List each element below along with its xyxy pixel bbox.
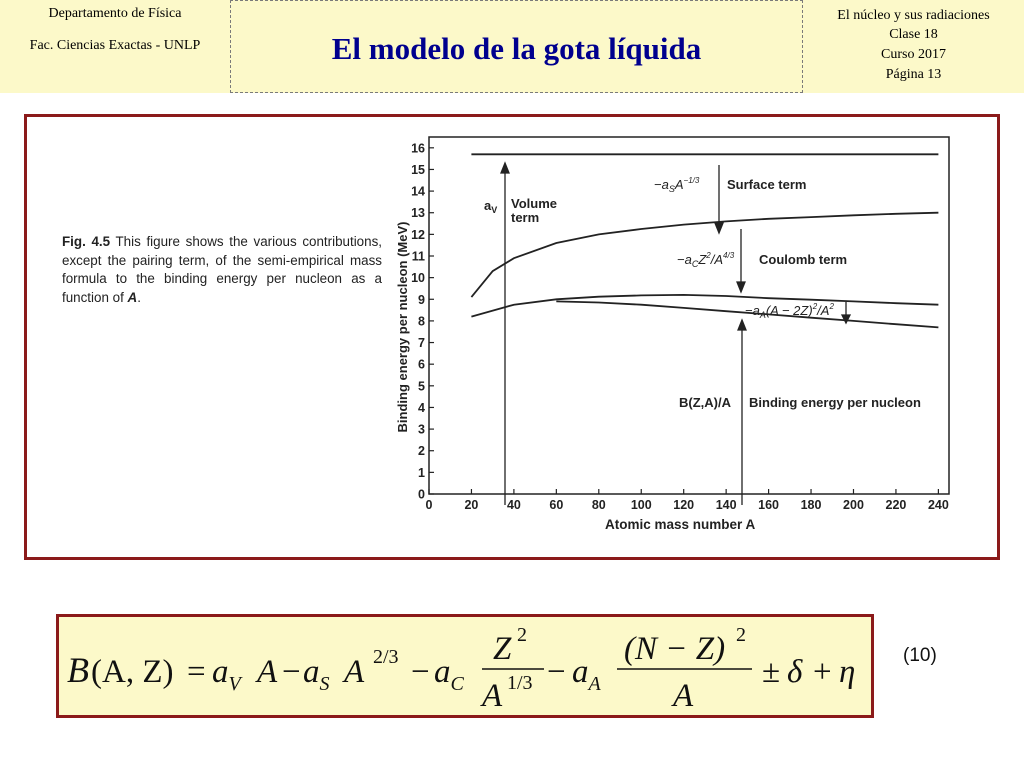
- eq-equals: =: [187, 654, 206, 690]
- eq-exp-13: 1/3: [507, 672, 533, 694]
- caption-text: This figure shows the various contributions, except the pairing term, of the semi-empirical mass formula to the binding energy per nucleon as a function of: [62, 234, 382, 305]
- eq-Z: Z: [493, 631, 512, 667]
- y-tick-label: 15: [411, 162, 425, 177]
- eq-aA: $a_A$: [572, 654, 601, 695]
- caption-end: A: [127, 289, 138, 305]
- header-center: [230, 0, 803, 93]
- y-tick-label: 10: [411, 271, 425, 286]
- y-tick-label: 6: [418, 357, 425, 372]
- x-tick-label: 60: [549, 498, 564, 512]
- x-tick-label: 120: [673, 498, 695, 512]
- eq-Z-squared: 2: [517, 624, 527, 646]
- faculty-name: Fac. Ciencias Exactas - UNLP: [29, 38, 201, 53]
- x-tick-label: 100: [630, 498, 652, 512]
- eq-eta: η: [839, 654, 856, 690]
- volume-arrow-head: [501, 163, 509, 173]
- y-tick-label: 2: [418, 444, 425, 459]
- y-tick-label: 16: [411, 141, 425, 156]
- coulomb-arrow-head: [737, 282, 745, 292]
- y-tick-label: 3: [418, 422, 425, 437]
- surface-arrow-head: [715, 223, 723, 233]
- eq-NZ-squared: 2: [736, 624, 746, 646]
- binding-arrow-head: [738, 320, 746, 330]
- eq-exp-23: 2/3: [373, 646, 399, 668]
- surface-term-label: Surface term: [727, 177, 807, 192]
- figure-frame: [24, 114, 1000, 560]
- eq-minus-1: −: [282, 654, 301, 690]
- caption-period: .: [137, 289, 141, 305]
- class-number: Clase 18: [889, 27, 938, 42]
- chart-series: [471, 154, 938, 327]
- chart-ticks: [411, 141, 949, 512]
- chart-axes: [429, 137, 949, 494]
- binding-term-label: Binding energy per nucleon: [749, 395, 921, 410]
- binding-energy-line: [471, 295, 938, 317]
- plot-frame: [429, 137, 949, 494]
- x-tick-label: 200: [843, 498, 864, 512]
- x-tick-label: 0: [425, 498, 433, 512]
- volume-term-label-1: Volume: [511, 196, 557, 211]
- header-right: [803, 0, 1024, 93]
- eq-aV: $a_V$: [212, 654, 241, 695]
- x-tick-label: 40: [506, 498, 521, 512]
- y-tick-label: 0: [418, 487, 425, 502]
- binding-symbol: B(Z,A)/A: [679, 395, 731, 410]
- x-tick-label: 80: [591, 498, 606, 512]
- x-tick-label: 20: [464, 498, 479, 512]
- y-tick-label: 14: [411, 184, 425, 199]
- equation-box: [56, 614, 874, 718]
- eq-NZ: (N − Z): [624, 631, 726, 667]
- volume-symbol: $a_V$: [484, 198, 498, 215]
- asymmetry-formula: $-a_A(A - 2Z)^2/A^2$: [745, 302, 834, 320]
- y-tick-label: 9: [418, 292, 425, 307]
- department-name: Departamento de Física: [48, 6, 182, 21]
- eq-aC: $a_C$: [434, 654, 464, 695]
- y-tick-label: 1: [418, 465, 425, 480]
- y-tick-label: 4: [418, 400, 425, 415]
- eq-A4: A: [673, 678, 694, 714]
- eq-minus-2: −: [411, 654, 430, 690]
- course-title: El núcleo y sus radiaciones: [837, 8, 990, 23]
- slide-title: El modelo de la gota líquida: [331, 31, 702, 66]
- page-number: Página 13: [885, 67, 942, 82]
- eq-A3: A: [482, 678, 503, 714]
- term-arrows: [501, 163, 850, 505]
- eq-delta: δ: [787, 654, 803, 690]
- eq-minus-3: −: [547, 654, 566, 690]
- y-axis-label: Binding energy per nucleon (MeV): [395, 221, 410, 433]
- x-tick-label: 220: [885, 498, 907, 512]
- eq-plus: +: [813, 654, 832, 690]
- coulomb-term-label: Coulomb term: [759, 252, 848, 267]
- volume-term-label-2: term: [511, 210, 540, 225]
- y-tick-label: 5: [418, 379, 425, 394]
- asymmetry-arrow-head: [842, 315, 850, 323]
- x-tick-label: 140: [715, 498, 737, 512]
- eq-B: B: [67, 650, 89, 690]
- y-tick-label: 8: [418, 314, 425, 329]
- eq-plus-minus: ±: [762, 654, 781, 690]
- y-tick-label: 11: [411, 249, 425, 264]
- mass-formula: [59, 617, 871, 715]
- eq-A1: A: [257, 654, 278, 690]
- y-tick-label: 12: [411, 227, 425, 242]
- y-tick-label: 13: [411, 206, 425, 221]
- eq-args: (A, Z): [91, 654, 174, 690]
- y-tick-label: 7: [418, 336, 425, 351]
- eq-aS: $a_S$: [303, 654, 330, 695]
- surface-formula: $-a_SA^{-1/3}$: [654, 176, 700, 194]
- equation-number: (10): [903, 645, 937, 666]
- header-left: [0, 0, 230, 93]
- caption-label: Fig. 4.5: [62, 234, 111, 249]
- binding-energy-chart: [27, 117, 997, 557]
- coulomb-formula: $-a_CZ^2/A^{4/3}$: [677, 251, 735, 269]
- eq-A2: A: [344, 654, 365, 690]
- x-tick-label: 160: [758, 498, 780, 512]
- course-year: Curso 2017: [881, 47, 946, 62]
- x-tick-label: 240: [927, 498, 949, 512]
- x-tick-label: 180: [800, 498, 822, 512]
- x-axis-label: Atomic mass number A: [605, 517, 756, 532]
